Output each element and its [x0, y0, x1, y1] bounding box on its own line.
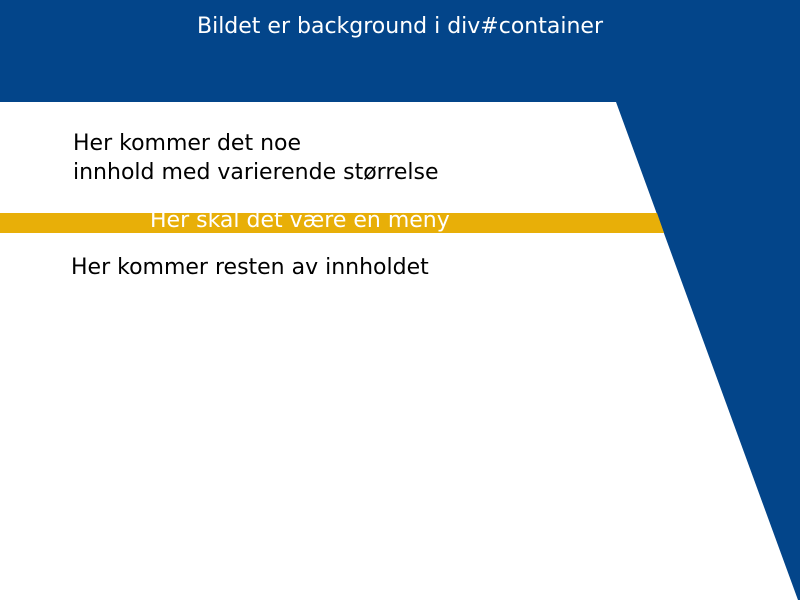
menu-label: Her skal det være en meny — [150, 208, 450, 233]
top-content — [73, 129, 439, 187]
rest-content: Her kommer resten av innholdet — [71, 255, 429, 280]
top-content-line-2: innhold med varierende størrelse — [73, 160, 439, 185]
header-title: Bildet er background i div#container — [196, 14, 603, 39]
top-content-line-1: Her kommer det noe — [73, 131, 302, 156]
blue-diagonal-background — [616, 102, 800, 600]
